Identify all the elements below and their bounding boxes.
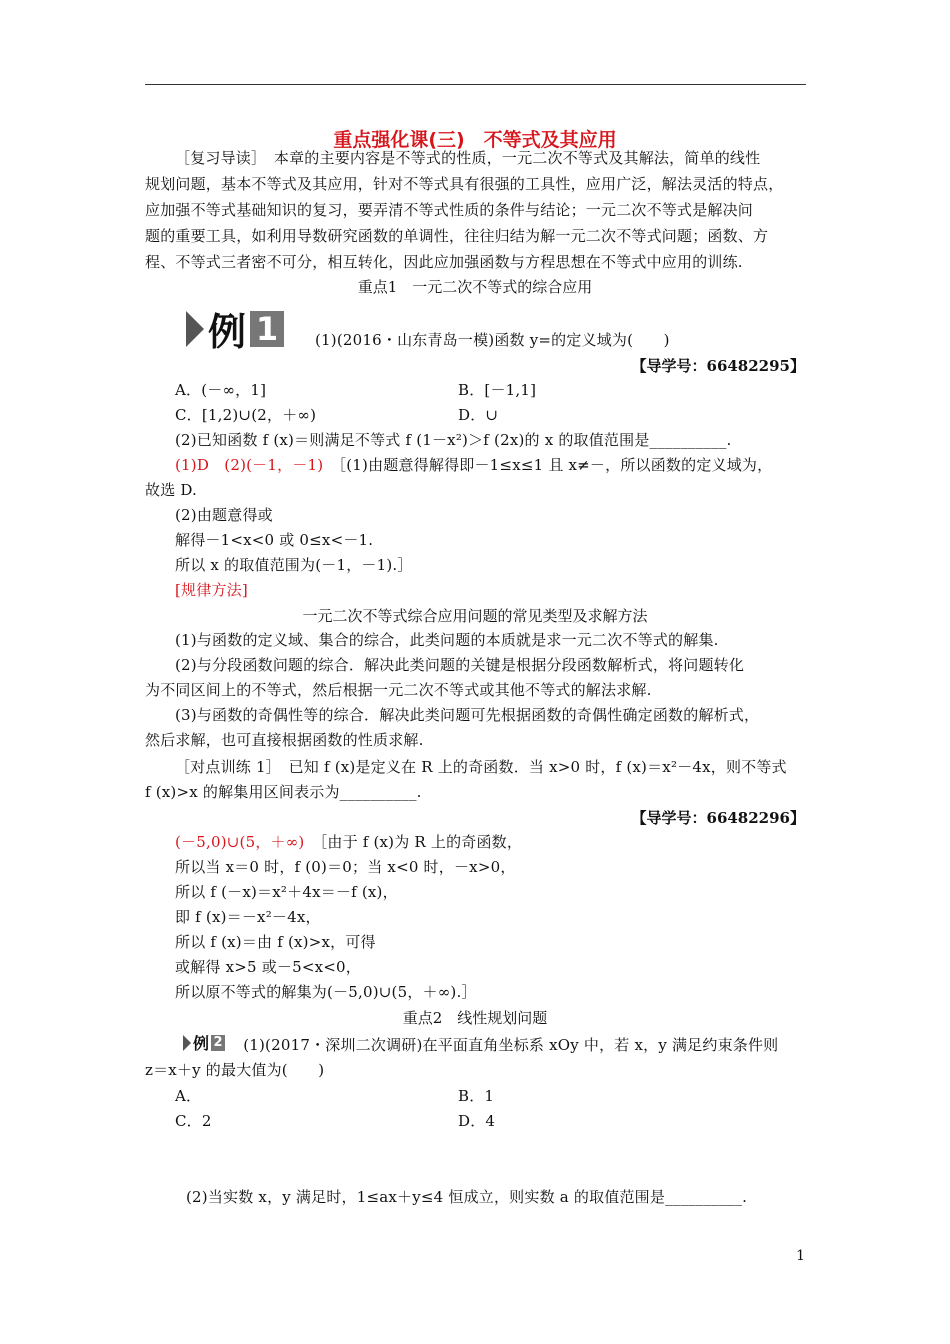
section-1-heading: 重点1 一元二次不等式的综合应用 (357, 278, 593, 296)
intro-line-1: ［复习导读］ 本章的主要内容是不等式的性质，一元二次不等式及其解法，简单的线性 (175, 149, 761, 167)
example-1-badge (186, 301, 284, 356)
example-label: 例 (193, 1034, 210, 1053)
method-item-2-cont: 为不同区间上的不等式，然后根据一元二次不等式或其他不等式的解法求解. (145, 681, 652, 699)
training-step-5: 或解得 x>5 或－5<x<0， (175, 958, 361, 976)
study-number-1: 【导学号：66482295】 (631, 357, 805, 375)
example-2-question: (1)(2017・深圳二次调研)在平面直角坐标系 xOy 中，若 x，y 满足约束条件则 (228, 1036, 779, 1054)
example-number: 2 (211, 1035, 225, 1051)
example-2-option-c: C．2 (175, 1112, 212, 1130)
method-label: [规律方法] (175, 581, 248, 599)
example-2-question-2: (2)当实数 x，y 满足时，1≤ax＋y≤4 恒成立，则实数 a 的取值范围是__________. (186, 1188, 748, 1206)
example-1-question: (1)(2016・山东青岛一模)函数 y=的定义域为( ) (315, 331, 670, 349)
page-title: 重点强化课(三) 不等式及其应用 (333, 129, 617, 151)
training-step-6: 所以原不等式的解集为(－5,0)∪(5，＋∞).］ (175, 983, 477, 1001)
method-item-3: (3)与函数的奇偶性等的综合．解决此类问题可先根据函数的奇偶性确定函数的解析式， (175, 706, 760, 724)
training-answer-explanation: ［由于 f (x)为 R 上的奇函数， (304, 833, 523, 851)
training-line-2: f (x)>x 的解集用区间表示为__________. (145, 783, 422, 801)
option-a: A．(－∞，1] (175, 381, 267, 399)
option-d: D．∪ (458, 406, 499, 424)
answer-explanation: ［(1)由题意得解得即－1≤x≤1 且 x≠－，所以函数的定义域为， (323, 456, 773, 474)
training-answer-highlight: (－5,0)∪(5，＋∞) (175, 833, 305, 851)
answer-part-2-line-3: 所以 x 的取值范围为(－1，－1).］ (175, 556, 413, 574)
example-2-question-cont: z＝x＋y 的最大值为( ) (145, 1061, 325, 1079)
method-item-1: (1)与函数的定义域、集合的综合，此类问题的本质就是求一元二次不等式的解集. (175, 631, 719, 649)
triangle-marker-icon (183, 1035, 191, 1051)
answer-line-2: 故选 D. (145, 481, 198, 499)
intro-line-3: 应加强不等式基础知识的复习，要弄清不等式性质的条件与结论；一元二次不等式是解决问 (145, 201, 754, 219)
answer-highlight: (1)D (2)(－1，－1) (175, 456, 324, 474)
study-number-2: 【导学号：66482296】 (631, 809, 805, 827)
answer-part-2-line-2: 解得－1<x<0 或 0≤x<－1. (175, 531, 374, 549)
training-step-4: 所以 f (x)＝由 f (x)>x，可得 (175, 933, 376, 951)
example-1-question-2: (2)已知函数 f (x)＝则满足不等式 f (1－x²)＞f (2x)的 x 的取值范围是__________. (175, 431, 732, 449)
example-2-badge (183, 1031, 225, 1054)
method-title: 一元二次不等式综合应用问题的常见类型及求解方法 (302, 607, 648, 625)
option-c: C．[1,2)∪(2，＋∞) (175, 406, 317, 424)
example-1-answer (175, 455, 772, 475)
intro-line-2: 规划问题，基本不等式及其应用，针对不等式具有很强的工具性，应用广泛，解法灵活的特点， (145, 175, 784, 193)
training-line-1: ［对点训练 1］ 已知 f (x)是定义在 R 上的奇函数．当 x>0 时，f (x)＝x²－4x，则不等式 (175, 758, 787, 776)
training-step-3: 即 f (x)＝－x²－4x， (175, 908, 321, 926)
page-number: 1 (796, 1248, 805, 1264)
answer-part-2-line-1: (2)由题意得或 (175, 506, 273, 524)
method-item-2: (2)与分段函数问题的综合．解决此类问题的关键是根据分段函数解析式，将问题转化 (175, 656, 745, 674)
example-label: 例 (208, 310, 247, 354)
intro-line-4: 题的重要工具，如利用导数研究函数的单调性，往往归结为解一元二次不等式问题；函数、方 (145, 227, 769, 245)
method-item-3-cont: 然后求解，也可直接根据函数的性质求解. (145, 731, 424, 749)
example-number: 1 (250, 311, 284, 347)
intro-line-5: 程、不等式三者密不可分，相互转化，因此应加强函数与方程思想在不等式中应用的训练. (145, 253, 743, 271)
header-rule (145, 84, 806, 85)
example-2-option-b: B．1 (458, 1087, 495, 1105)
training-step-1: 所以当 x＝0 时，f (0)＝0；当 x<0 时，－x>0， (175, 858, 516, 876)
triangle-marker-icon (186, 311, 204, 347)
section-2-heading: 重点2 线性规划问题 (402, 1009, 548, 1027)
option-b: B．[－1,1] (458, 381, 537, 399)
training-step-2: 所以 f (－x)＝x²＋4x＝－f (x)， (175, 883, 398, 901)
example-2-option-a: A． (175, 1087, 202, 1105)
example-2-option-d: D．4 (458, 1112, 496, 1130)
training-answer (175, 832, 522, 852)
